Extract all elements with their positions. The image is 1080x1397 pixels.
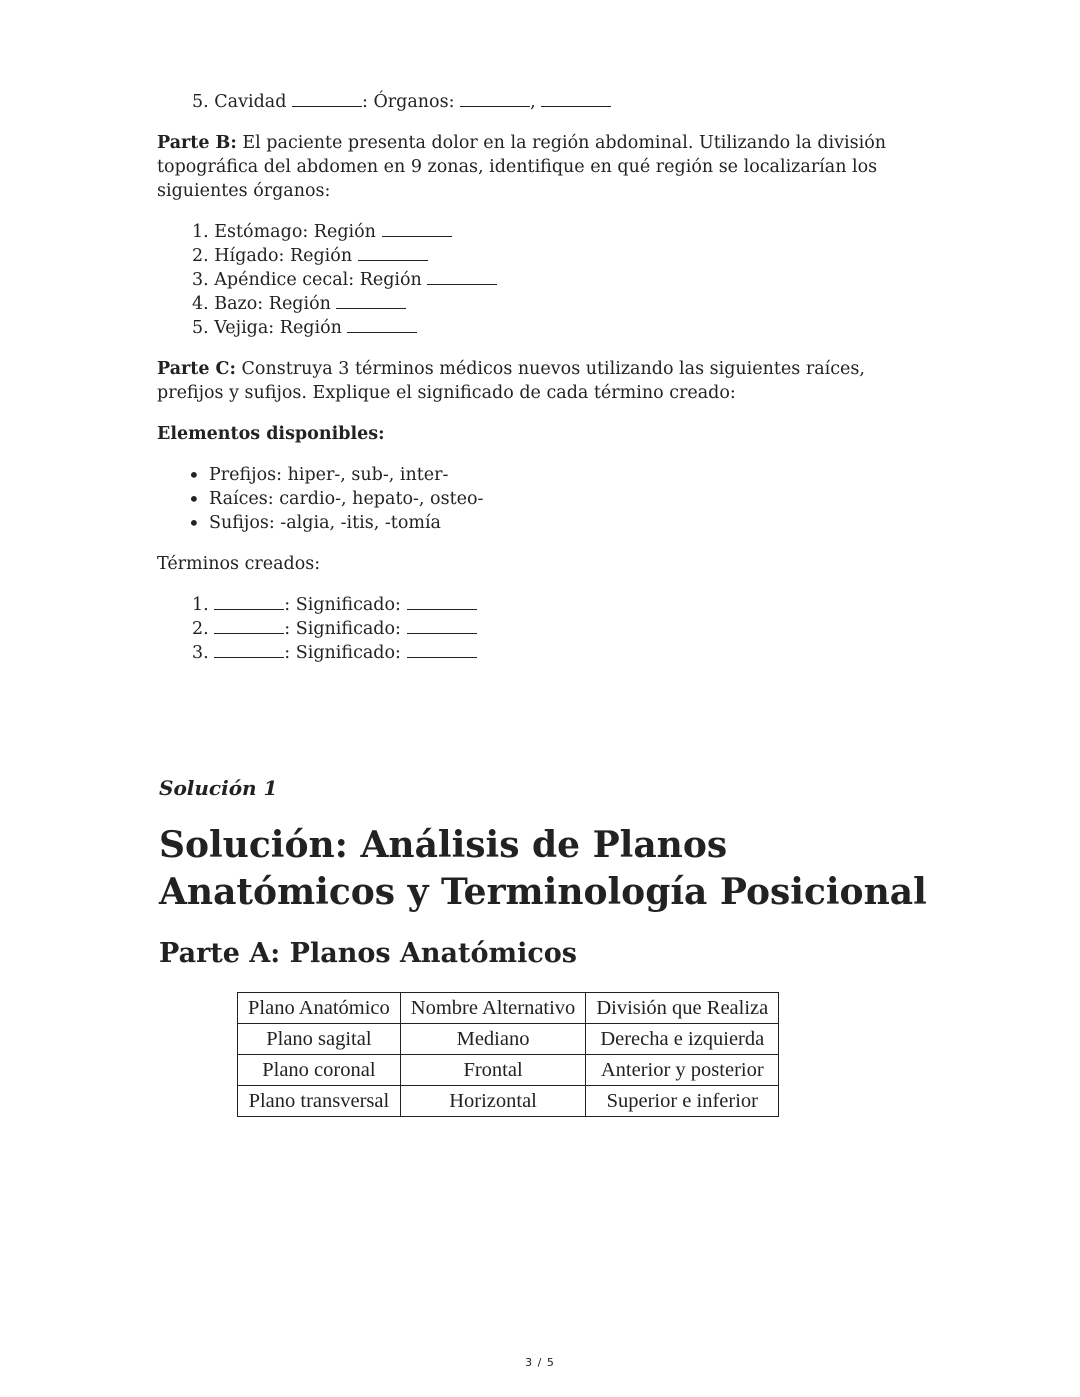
answer-blank <box>407 619 477 634</box>
answer-blank <box>214 643 284 658</box>
elements-heading: Elementos disponibles: <box>157 424 385 444</box>
answer-blank <box>460 92 530 107</box>
list-item: 1. : Significado: <box>192 593 927 617</box>
list-item: 4. Bazo: Región <box>192 292 927 316</box>
list-item: 2. Hígado: Región <box>192 244 927 268</box>
table-header-row <box>238 993 779 1024</box>
elements-list <box>157 463 927 535</box>
answer-blank <box>336 294 406 309</box>
table-row <box>238 1024 779 1055</box>
answer-blank <box>214 619 284 634</box>
answer-blank <box>347 318 417 333</box>
list-item: 2. : Significado: <box>192 617 927 641</box>
terms-list <box>157 593 927 665</box>
parte-b-list <box>157 220 927 340</box>
table-cell: Plano transversal <box>238 1086 401 1117</box>
parte-b-paragraph: Parte B: El paciente presenta dolor en la región abdominal. Utilizando la división topográfica del abdomen en 9 zonas, identifique en qué región se localizarían los siguientes órganos: <box>157 133 887 201</box>
cavidad-item: 5. Cavidad : Órganos: , <box>157 90 927 114</box>
planos-table <box>237 992 779 1117</box>
table-cell: Plano coronal <box>238 1055 401 1086</box>
table-cell: Mediano <box>400 1024 586 1055</box>
page-number: 3 / 5 <box>525 1356 555 1369</box>
answer-blank <box>358 246 428 261</box>
exercise-content <box>157 90 927 682</box>
terms-heading: Términos creados: <box>157 554 321 574</box>
table-cell: Horizontal <box>400 1086 586 1117</box>
list-item: • Sufijos: -algia, -itis, -tomía <box>209 511 927 535</box>
answer-blank <box>407 643 477 658</box>
table-header-cell: Plano Anatómico <box>238 993 401 1024</box>
table-cell: Superior e inferior <box>586 1086 779 1117</box>
table-cell: Frontal <box>400 1055 586 1086</box>
table-cell: Derecha e izquierda <box>586 1024 779 1055</box>
answer-blank <box>382 222 452 237</box>
table-header-cell: División que Realiza <box>586 993 779 1024</box>
list-item: • Prefijos: hiper-, sub-, inter- <box>209 463 927 487</box>
answer-blank <box>541 92 611 107</box>
list-item: 5. Vejiga: Región <box>192 316 927 340</box>
list-item: 1. Estómago: Región <box>192 220 927 244</box>
solution-label: Solución 1 <box>159 776 278 800</box>
answer-blank <box>427 270 497 285</box>
table-row <box>238 1055 779 1086</box>
table-row <box>238 1086 779 1117</box>
list-item: 3. Apéndice cecal: Región <box>192 268 927 292</box>
table-cell: Anterior y posterior <box>586 1055 779 1086</box>
list-item: • Raíces: cardio-, hepato-, osteo- <box>209 487 927 511</box>
answer-blank <box>292 92 362 107</box>
answer-blank <box>407 595 477 610</box>
solution-title: Solución: Análisis de Planos Anatómicos y Terminología Posicional <box>159 824 927 913</box>
table-cell: Plano sagital <box>238 1024 401 1055</box>
table-header-cell: Nombre Alternativo <box>400 993 586 1024</box>
parte-a-heading: Parte A: Planos Anatómicos <box>159 938 577 969</box>
parte-c-paragraph: Parte C: Construya 3 términos médicos nuevos utilizando las siguientes raíces, prefijos y sufijos. Explique el significado de cada término creado: <box>157 359 865 403</box>
list-item: 3. : Significado: <box>192 641 927 665</box>
answer-blank <box>214 595 284 610</box>
